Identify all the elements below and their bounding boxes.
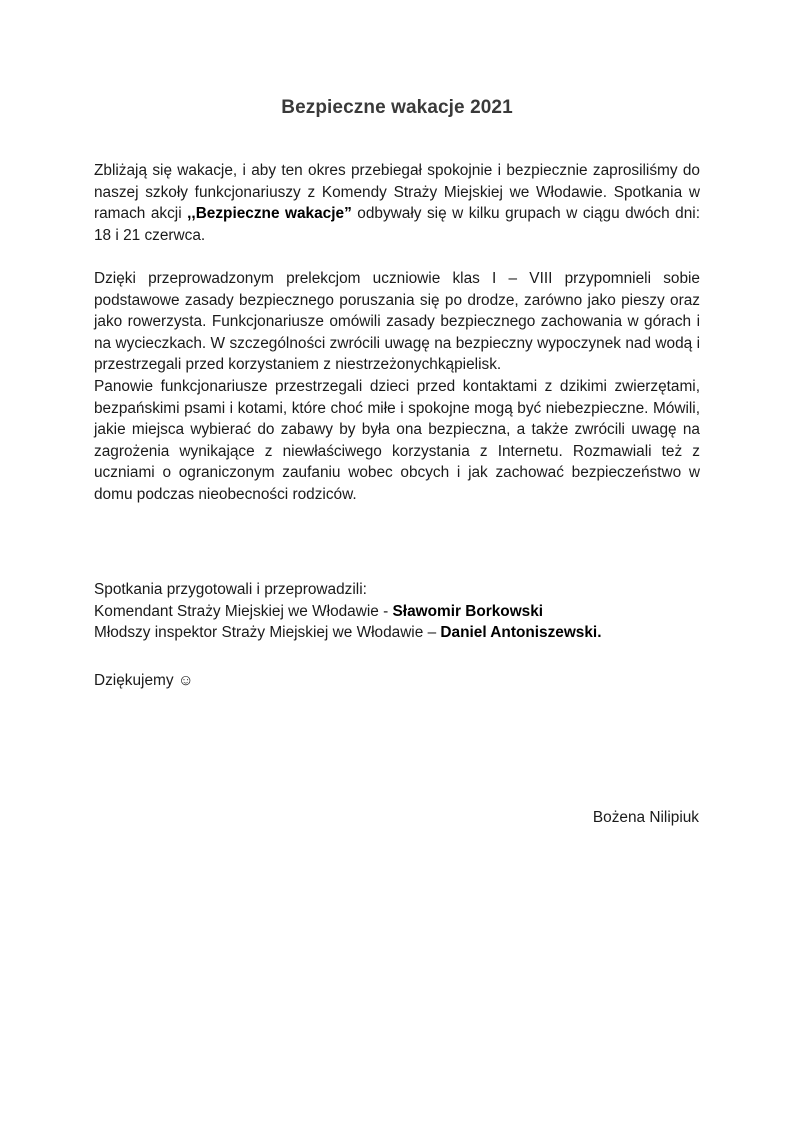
- organizer-1-name: Sławomir Borkowski: [392, 602, 544, 620]
- organizers-intro: Spotkania przygotowali i przeprowadzili:: [94, 581, 367, 598]
- thanks-line: Dziękujemy ☺: [94, 672, 194, 689]
- organizer-line-1: [94, 601, 700, 623]
- organizer-2-role: Młodszy inspektor Straży Miejskiej we Włodawie –: [94, 624, 441, 642]
- paragraph-intro: [94, 160, 700, 246]
- paragraph-details-part1: Dzięki przeprowadzonym prelekcjom uczniowie klas I – VIII przypomnieli sobie podstawowe zasady bezpiecznego poruszania się po drodze, zarówno jako pieszy oraz jako rowerzysta. Funkcjonariusze omówili zasady bezpiecznego zachowania w górach i na wycieczkach. W szczególności zwrócili uwagę na bezpieczny wypoczynek nad wodą i przestrzegali przed korzystaniem z niestrzeżonychkąpielisk.: [94, 270, 700, 374]
- author-signature: Bożena Nilipiuk: [592, 809, 699, 826]
- paragraph-intro-text-after: odbywały się w kilku grupach w ciągu dwóch dni: 18 i 21 czerwca.: [94, 205, 700, 244]
- document-title: Bezpieczne wakacje 2021: [281, 97, 513, 118]
- paragraph-details-part2: Panowie funkcjonariusze przestrzegali dzieci przed kontaktami z dzikimi zwierzętami, bezpańskimi psami i kotami, które choć miłe i spokojne mogą być niebezpieczne. Mówili, jakie miejsca wybierać do zabawy by była ona bezpieczna, a także zwrócili uwagę na zagrożenia wynikające z niewłaściwego korzystania z Internetu. Rozmawiali też z uczniami o ograniczonym zaufaniu wobec obcych i jak zachować bezpieczeństwo w domu podczas nieobecności rodziców.: [94, 377, 700, 503]
- campaign-name: ,,Bezpieczne wakacje”: [187, 205, 352, 223]
- organizer-line-2: [94, 622, 700, 644]
- organizer-2-name: Daniel Antoniszewski.: [440, 624, 602, 642]
- paragraph-intro-text-before: Zbliżają się wakacje, i aby ten okres przebiegał spokojnie i bezpiecznie zaprosiliśmy do naszej szkoły funkcjonariuszy z Komendy Straży Miejskiej we Włodawie. Spotkania w ramach akcji: [94, 162, 700, 223]
- organizers-block: [94, 579, 700, 644]
- paragraph-details: [94, 268, 700, 506]
- organizer-1-role: Komendant Straży Miejskiej we Włodawie -: [94, 602, 393, 620]
